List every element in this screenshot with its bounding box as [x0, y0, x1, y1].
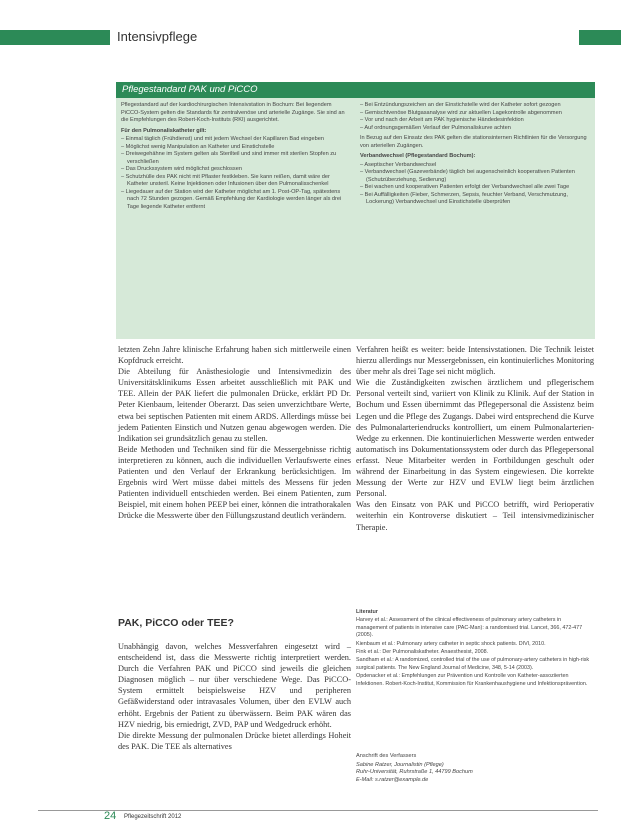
paragraph: letzten Zehn Jahre klinische Erfahrung haben sich mittlerweile einen Kopfdruck erreicht.	[118, 345, 351, 366]
paragraph: Wie die Zuständigkeiten zwischen ärztlichem und pflegerischem Personal verteilt sind, variiert von Klinik zu Klinik. Auf der Station in Bochum und Essen übernimmt das Pflegepersonal die Assistenz beim Legen und die Pflege des Zugangs. Dabei wird entsprechend die Kurve des Pulmonalarteriendrucks kontrolliert, um einem Pulmonalarterien-Wedge zu erkennen. Die kontinuierlichen Messwerte werden entweder automatisch ins Dokumentationssystem oder durch das Pflegepersonal erfasst. Neue Mitarbeiter werden in Fortbildungen geschult oder während der Einarbeitung in das System eingewiesen. Die korrekte Messung der Werte zur HZV und EVLW liegt beim ärztlichen Personal.	[356, 378, 594, 499]
paragraph: Unabhängig davon, welches Messverfahren eingesetzt wird – entscheidend ist, dass die Messwerte richtig interpretiert werden. Durch die Verfahren PAK und PiCCO sind jeweils die gleichen Diagnosen möglich – nur über verschiedene Wege. Das PiCCO-System ermittelt beispielsweise HZV und peripheren Gefäßwiderstand oder intravasales Volumen, über den EVLW auch erhöht. Ergebnis der Patient zu überwässern. Beim PAK wären das HZV niedrig, bis erniedrigt, ZVD, PAP und Wedgedruck erhöht.	[118, 642, 351, 729]
author-line: Sabine Ratzer, Journalistin (Pflege)	[356, 761, 444, 768]
author-line: E-Mail: s.ratzer@example.de	[356, 776, 429, 783]
list-item: – Auf ordnungsgemäßen Verlauf der Pulmonaliskurve achten	[360, 125, 588, 133]
info-box-list	[360, 162, 588, 207]
list-item: – Dreiwegehähne im System gelten als Sterilteil und sind immer mit sterilen Stopfen zu verschließen	[121, 151, 349, 166]
info-box-list	[360, 102, 588, 132]
info-box-list	[121, 136, 349, 211]
list-item: – Liegedauer auf der Station wird der Katheter möglichst am 1. Post-OP-Tag, spätestens nach 72 Stunden gezogen. Gemäß Empfehlung der Kardiologie werden länger als drei Tage liegende Katheter entfernt	[121, 189, 349, 212]
list-item: – Vor und nach der Arbeit am PAK hygienische Händedesinfektion	[360, 117, 588, 125]
footer-publication: Pflegezeitschrift 2012	[124, 814, 182, 820]
author-label: Anschrift des Verfassers	[356, 753, 417, 759]
reference-item: Sandham et al.: A randomized, controlled trial of the use of pulmonary-artery catheters in high-risk surgical patients. The New England Journal of Medicine, 348, 5-14 (2003).	[356, 657, 590, 671]
paragraph: Beide Methoden und Techniken sind für die Messergebnisse richtig interpretieren zu können, auch die individuellen Verlaufswerte eines Patienten und den Verlauf der Erkrankung berücksichtigen. Im Ergebnis wird Wert müsse dabei mittels des Messens für jeden Patienten individuell entschieden werden. Bei einem Patienten, zum Beispiel, mit einem hohen PEEP bei einer, können die intrathorakalen Drücke die Messwerte über den Füllungszustand deutlich verändern.	[118, 444, 351, 521]
paragraph: Verfahren heißt es weiter: beide Intensivstationen. Die Technik leistet hierzu allerdings nur Messergebnissen, ein kontinuierliches Monitoring über mehr als drei Tage sei nicht möglich.	[356, 345, 594, 377]
section-title: Intensivpflege	[117, 29, 198, 44]
body-column-right-upper	[356, 344, 594, 533]
list-item: – Schutzhülle des PAK nicht mit Pflaster festkleben. Sie kann reißen, damit wäre der Katheter unsteril. Keine Injektionen oder Infusionen über den Pulmonalisschenkel	[121, 174, 349, 189]
paragraph: Die direkte Messung der pulmonalen Drücke bietet allerdings Hoheit des PAK. Die TEE als alternatives	[118, 730, 351, 751]
info-box-subheading: Verbandwechsel (Pflegestandard Bochum):	[360, 153, 476, 159]
info-box-right-column	[360, 102, 588, 210]
body-column-left-lower	[118, 641, 351, 752]
paragraph: Die Abteilung für Anästhesiologie und Intensivmedizin des Universitätsklinikums Essen arbeitet ausschließlich mit PAK und TEE. Allein der PAK liefert die pulmonalen Drücke, erklärt PD Dr. Peter Kienbaum, leitender Oberarzt. Das seien unverzichtbare Werte, etwa bei septischen Patienten mit einem ARDS. Allerdings müsse bei jedem Patienten Einstich und Nutzen genau abgewogen werden. Die Indikation sei grundsätzlich genau zu stellen.	[118, 367, 351, 443]
body-column-left-upper	[118, 344, 351, 522]
list-item: – Bei wachen und kooperativen Patienten erfolgt der Verbandwechsel alle zwei Tage	[360, 184, 588, 192]
header-color-bar-right	[579, 30, 621, 45]
paragraph: Was den Einsatz von PAK und PiCCO betrifft, wird Perioperativ weiterhin ein Kontroverse diskutiert – Teil intensivmedizinischer Therapie.	[356, 500, 594, 532]
info-box-subheading: Für den Pulmonaliskatheter gilt:	[121, 127, 207, 134]
reference-item: Harvey et al.: Assessment of the clinical effectiveness of pulmonary artery catheters in management of patients in intensive care (PAC-Man): a randomised trial. Lancet, 366, 472-477 (2005).	[356, 617, 583, 639]
header-color-bar	[0, 30, 110, 45]
author-line: Ruhr-Universität, Ruhrstraße 1, 44799 Bochum	[356, 769, 473, 775]
list-item: – Bei Auffälligkeiten (Fieber, Schmerzen, Sepsis, feuchter Verband, Verschmutzung, Lockerung) Verbandwechsel und Einstichstelle überprüfen	[360, 192, 588, 207]
reference-item: Fink et al.: Der Pulmonaliskatheter. Anaesthesist, 2008.	[356, 649, 489, 656]
reference-item: Opdenacker et al.: Empfehlungen zur Prävention und Kontrolle von Katheter-assoziierten Infektionen. Robert-Koch-Institut, Kommission für Krankenhaushygiene und Infektionsprävention.	[356, 673, 588, 687]
list-item: – Einmal täglich (Frühdienst) und mit jedem Wechsel der Kapillaren Bad eingeben	[121, 136, 349, 144]
info-box-title: Pflegestandard PAK und PiCCO	[116, 82, 595, 98]
page-number: 24	[104, 810, 117, 822]
list-item: – Aseptischer Verbandwechsel	[360, 162, 588, 170]
footer-rule	[38, 810, 598, 811]
list-item: – Das Druckssystem wird möglichst geschlossen	[121, 166, 349, 174]
author-address	[356, 753, 594, 784]
list-item: – Bei Entzündungszeichen an der Einstichstelle wird der Katheter sofort gezogen	[360, 102, 588, 110]
section-heading: PAK, PiCCO oder TEE?	[118, 617, 234, 629]
info-box-intro: Pflegestandard auf der kardiochirurgischen Intensivstation in Bochum: Bei liegendem PiCCO-System gelten die Standards für zentralvenöse und arterielle Zugänge. Sie sind an die Empfehlungen des Robert-Koch-Instituts (RKI) ausgerichtet.	[121, 102, 345, 123]
reference-item: Kienbaum et al.: Pulmonary artery catheter in septic shock patients. DIVI, 2010.	[356, 640, 546, 647]
info-box-left-column	[121, 102, 349, 214]
references-label: Literatur	[356, 609, 378, 615]
references	[356, 609, 594, 689]
list-item: – Verbandwechsel (Gazeverbände) täglich bei augenscheinlich kooperativen Patienten (Schutzüberziehung, Sedierung)	[360, 169, 588, 184]
info-box-note: In Bezug auf den Einsatz des PAK gelten die stationsinternen Richtlinien für die Versorgung von arteriellen Zugängen.	[360, 135, 587, 149]
list-item: – Möglichst wenig Manipulation an Katheter und Einstichstelle	[121, 144, 349, 152]
list-item: – Gemischtvenöse Blutgasanalyse wird zur aktuellen Lagekontrolle abgenommen	[360, 110, 588, 118]
info-box	[116, 82, 595, 339]
